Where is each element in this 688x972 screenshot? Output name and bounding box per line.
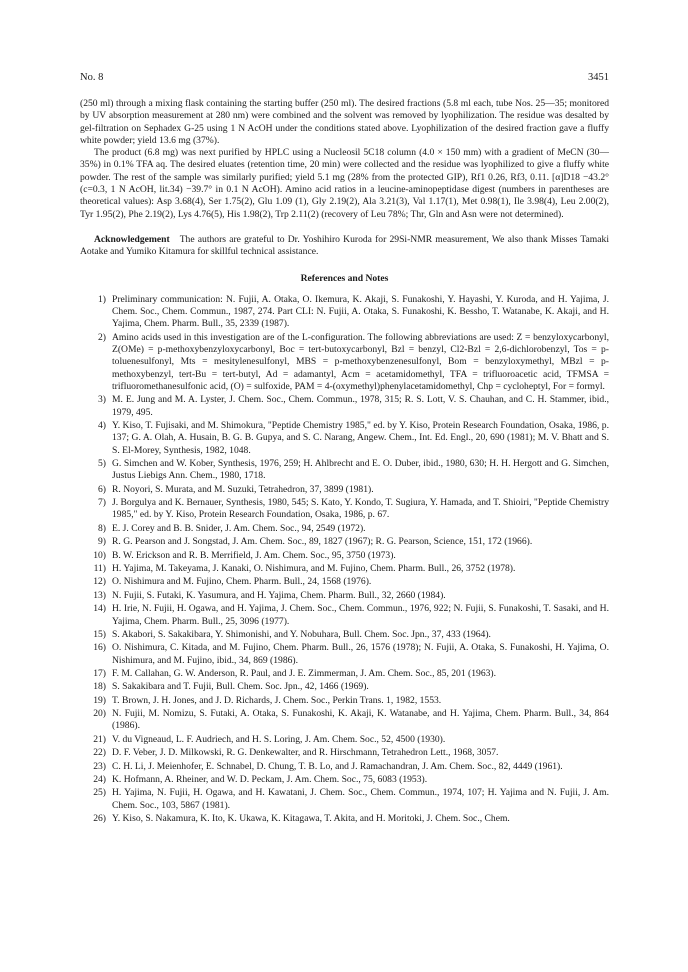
reference-text: Amino acids used in this investigation are of the L-configuration. The following abbreviations are used: Z = benzyloxycarbonyl, Z(OMe) = p-methoxybenzyloxycarbonyl, Boc = tert-butoxycarbonyl, Bzl = benzyl, Cl2-Bzl = 2,6-dichlorobenzyl, Tos = p-toluenesulfonyl, Mts = mesitylenesulfonyl, MBS = p-methoxybenzenesulfonyl, Bom = benzyloxymethyl, MBzl = p-methoxybenzyl, tert-Bu = tert-butyl, Ad = adamantyl, Acm = acetamidomethyl, TFA = trifluoroacetic acid, TFMSA = trifluoromethanesulfonic acid, (O) = sulfoxide, PAM = 4-(oxymethyl)phenylacetamidomethyl, Chp = cycloheptyl, For = formyl. bbox=[112, 331, 609, 393]
reference-item bbox=[80, 576, 609, 588]
reference-text: H. Irie, N. Fujii, H. Ogawa, and H. Yajima, J. Chem. Soc., Chem. Commun., 1976, 922; N. Fujii, S. Funakoshi, T. Sasaki, and H. Yajima, Chem. Pharm. Bull., 25, 3096 (1977). bbox=[112, 603, 609, 627]
reference-text: C. H. Li, J. Meienhofer, E. Schnabel, D. Chung, T. B. Lo, and J. Ramachandran, J. Am. Chem. Soc., 82, 4449 (1961). bbox=[112, 760, 563, 772]
reference-number: 14) bbox=[93, 603, 106, 615]
reference-item bbox=[80, 813, 609, 825]
reference-item bbox=[80, 523, 609, 535]
reference-number: 16) bbox=[93, 642, 106, 654]
reference-item bbox=[80, 550, 609, 562]
reference-text: S. Sakakibara and T. Fujii, Bull. Chem. Soc. Jpn., 42, 1466 (1969). bbox=[112, 681, 369, 693]
reference-number: 19) bbox=[93, 694, 106, 706]
reference-item bbox=[80, 536, 609, 548]
article-body bbox=[80, 98, 609, 826]
reference-text: O. Nishimura and M. Fujino, Chem. Pharm. Bull., 24, 1568 (1976). bbox=[112, 576, 372, 588]
reference-item bbox=[80, 420, 609, 457]
reference-item bbox=[80, 394, 609, 419]
reference-item bbox=[80, 294, 609, 331]
reference-number: 24) bbox=[93, 774, 106, 785]
reference-number: 8) bbox=[98, 522, 106, 534]
reference-text: G. Simchen and W. Kober, Synthesis, 1976, 259; H. Ahlbrecht and E. O. Duber, ibid., 1980, 630; H. H. Hergott and G. Simchen, Justus Liebigs Ann. Chem., 1980, 1718. bbox=[112, 458, 609, 482]
reference-number: 25) bbox=[93, 787, 106, 799]
reference-number: 15) bbox=[93, 628, 106, 640]
reference-text: Y. Kiso, S. Nakamura, K. Ito, K. Ukawa, K. Kitagawa, T. Akita, and H. Moritoki, J. Chem. Soc., Chem. bbox=[112, 813, 510, 825]
reference-number: 7) bbox=[98, 497, 106, 509]
reference-text: K. Hofmann, A. Rheiner, and W. D. Peckam, J. Am. Chem. Soc., 75, 6083 (1953). bbox=[112, 774, 428, 785]
reference-text: J. Borgulya and K. Bernauer, Synthesis, 1980, 545; S. Kato, Y. Kondo, T. Sugiura, Y. Hamada, and T. Shioiri, "Peptide Chemistry 1985," ed. by Y. Kiso, Protein Research Foundation, Osaka, 1986, p. 67. bbox=[112, 497, 609, 521]
reference-number: 17) bbox=[93, 667, 106, 679]
reference-item bbox=[80, 734, 609, 746]
reference-number: 12) bbox=[93, 576, 106, 588]
references-list bbox=[80, 294, 609, 826]
reference-item bbox=[80, 590, 609, 602]
page-number: 3451 bbox=[588, 72, 609, 83]
reference-number: 11) bbox=[93, 563, 106, 575]
acknowledgement-heading: Acknowledgement bbox=[94, 233, 170, 245]
reference-text: F. M. Callahan, G. W. Anderson, R. Paul, and J. E. Zimmerman, J. Am. Chem. Soc., 85, 201 (1963). bbox=[112, 667, 497, 679]
reference-item bbox=[80, 668, 609, 680]
reference-item bbox=[80, 603, 609, 628]
reference-item bbox=[80, 681, 609, 693]
reference-number: 6) bbox=[98, 483, 106, 495]
reference-text: B. W. Erickson and R. B. Merrifield, J. Am. Chem. Soc., 95, 3750 (1973). bbox=[112, 549, 396, 561]
page-header bbox=[80, 72, 609, 83]
reference-number: 4) bbox=[98, 420, 106, 432]
reference-number: 1) bbox=[98, 293, 106, 305]
reference-text: S. Akabori, S. Sakakibara, Y. Shimonishi, and Y. Nobuhara, Bull. Chem. Soc. Jpn., 37, 433 (1964). bbox=[112, 628, 491, 640]
reference-number: 23) bbox=[93, 760, 106, 772]
reference-text: V. du Vigneaud, L. F. Audriech, and H. S. Loring, J. Am. Chem. Soc., 52, 4500 (1930). bbox=[112, 733, 446, 745]
reference-number: 10) bbox=[93, 549, 106, 561]
reference-number: 5) bbox=[98, 458, 106, 470]
reference-item bbox=[80, 708, 609, 733]
reference-number: 2) bbox=[98, 331, 106, 343]
reference-item bbox=[80, 695, 609, 707]
reference-number: 3) bbox=[98, 394, 106, 406]
reference-text: Preliminary communication: N. Fujii, A. Otaka, O. Ikemura, K. Akaji, S. Funakoshi, Y. Hayashi, Y. Kuroda, and H. Yajima, J. Chem. Soc., Chem. Commun., 1987, 274. Part CLI: N. Fujii, A. Otaka, S. Funakoshi, K. Bessho, T. Watanabe, K. Akaji, and H. Yajima, Chem. Pharm. Bull., 35, 2339 (1987). bbox=[112, 293, 609, 330]
reference-text: R. G. Pearson and J. Songstad, J. Am. Chem. Soc., 89, 1827 (1967); R. G. Pearson, Science, 151, 172 (1966). bbox=[112, 536, 533, 548]
reference-number: 18) bbox=[93, 681, 106, 693]
reference-number: 26) bbox=[93, 813, 106, 825]
reference-item bbox=[80, 497, 609, 522]
issue-number: No. 8 bbox=[80, 72, 104, 83]
body-paragraph-1: (250 ml) through a mixing flask containing the starting buffer (250 ml). The desired fractions (5.8 ml each, tube Nos. 25—35; monitored by UV absorption measurement at 280 nm) were combined and the solvent was removed by lyophilization. The residue was desalted by gel-filtration on Sephadex G-25 using 1 N AcOH under the conditions stated above. Lyophilization of the desired fraction gave a fluffy white powder; yield 13.6 mg (37%). bbox=[80, 98, 609, 146]
body-paragraph-2: The product (6.8 mg) was next purified by HPLC using a Nucleosil 5C18 column (4.0 × 150 mm) with a gradient of MeCN (30—35%) in 0.1% TFA aq. The desired eluates (retention time, 20 min) were collected and the residue was lyophilized to give a fluffy white powder. The rest of the sample was similarly purified; yield 5.1 mg (28% from the protected GIP), Rf1 0.26, Rf3, 0.11. [α]D18 −43.2° (c=0.3, 1 N AcOH, lit.34) −39.7° in 0.1 N AcOH). Amino acid ratios in a leucine-aminopeptidase digest (numbers in parentheses are theoretical values): Asp 3.68(4), Ser 1.75(2), Glu 1.09 (1), Gly 2.19(2), Ala 3.21(3), Val 1.17(1), Met 0.98(1), Ile 3.98(4), Leu 2.00(2), Tyr 1.95(2), Phe 2.19(2), Lys 4.76(5), His 1.98(2), Trp 2.11(2) (recovery of Leu 78%; Thr, Gln and Asn were not determined). bbox=[80, 147, 609, 220]
acknowledgement-text: The authors are grateful to Dr. Yoshihiro Kuroda for 29Si-NMR measurement, We also thank Misses Tamaki Aotake and Yumiko Kitamura for skillful technical assistance. bbox=[80, 233, 609, 258]
reference-item bbox=[80, 774, 609, 786]
reference-number: 9) bbox=[98, 536, 106, 548]
reference-item bbox=[80, 629, 609, 641]
reference-item bbox=[80, 484, 609, 496]
reference-item bbox=[80, 332, 609, 393]
reference-item bbox=[80, 761, 609, 773]
acknowledgement bbox=[80, 234, 609, 259]
reference-item bbox=[80, 563, 609, 575]
reference-item bbox=[80, 458, 609, 483]
reference-number: 13) bbox=[93, 589, 106, 601]
reference-text: M. E. Jung and M. A. Lyster, J. Chem. Soc., Chem. Commun., 1978, 315; R. S. Lott, V. S. Chauhan, and C. H. Stammer, ibid., 1979, 495. bbox=[112, 394, 609, 418]
reference-number: 21) bbox=[93, 733, 106, 745]
reference-text: T. Brown, J. H. Jones, and J. D. Richards, J. Chem. Soc., Perkin Trans. 1, 1982, 1553. bbox=[112, 694, 442, 706]
reference-item bbox=[80, 747, 609, 759]
reference-number: 20) bbox=[93, 708, 106, 720]
reference-item bbox=[80, 787, 609, 812]
reference-item bbox=[80, 642, 609, 667]
reference-text: H. Yajima, M. Takeyama, J. Kanaki, O. Nishimura, and M. Fujino, Chem. Pharm. Bull., 26, 3752 (1978). bbox=[112, 563, 516, 575]
reference-text: D. F. Veber, J. D. Milkowski, R. G. Denkewalter, and R. Hirschmann, Tetrahedron Lett., 1968, 3057. bbox=[112, 747, 499, 759]
reference-text: H. Yajima, N. Fujii, H. Ogawa, and H. Kawatani, J. Chem. Soc., Chem. Commun., 1974, 107; H. Yajima and N. Fujii, J. Am. Chem. Soc., 103, 5867 (1981). bbox=[112, 787, 609, 811]
reference-number: 22) bbox=[93, 747, 106, 759]
reference-text: O. Nishimura, C. Kitada, and M. Fujino, Chem. Pharm. Bull., 26, 1576 (1978); N. Fujii, A. Otaka, S. Funakoshi, H. Yajima, O. Nishimura, and M. Fujino, ibid., 34, 869 (1986). bbox=[112, 642, 609, 666]
reference-text: N. Fujii, M. Nomizu, S. Futaki, A. Otaka, S. Funakoshi, K. Akaji, K. Watanabe, and H. Yajima, Chem. Pharm. Bull., 34, 864 (1986). bbox=[112, 708, 609, 732]
reference-text: Y. Kiso, T. Fujisaki, and M. Shimokura, "Peptide Chemistry 1985," ed. by Y. Kiso, Protein Research Foundation, Osaka, 1986, p. 137; G. A. Olah, A. Husain, B. G. B. Gupya, and S. C. Narang, Angew. Chem., Int. Ed. Engl., 20, 690 (1981); M. V. Bhatt and S. S. El-Morey, Synthesis, 1982, 1048. bbox=[112, 420, 609, 456]
reference-text: E. J. Corey and B. B. Snider, J. Am. Chem. Soc., 94, 2549 (1972). bbox=[112, 522, 366, 534]
reference-text: N. Fujii, S. Futaki, K. Yasumura, and H. Yajima, Chem. Pharm. Bull., 32, 2660 (1984). bbox=[112, 589, 446, 601]
reference-text: R. Noyori, S. Murata, and M. Suzuki, Tetrahedron, 37, 3899 (1981). bbox=[112, 483, 374, 495]
references-title: References and Notes bbox=[300, 272, 389, 284]
